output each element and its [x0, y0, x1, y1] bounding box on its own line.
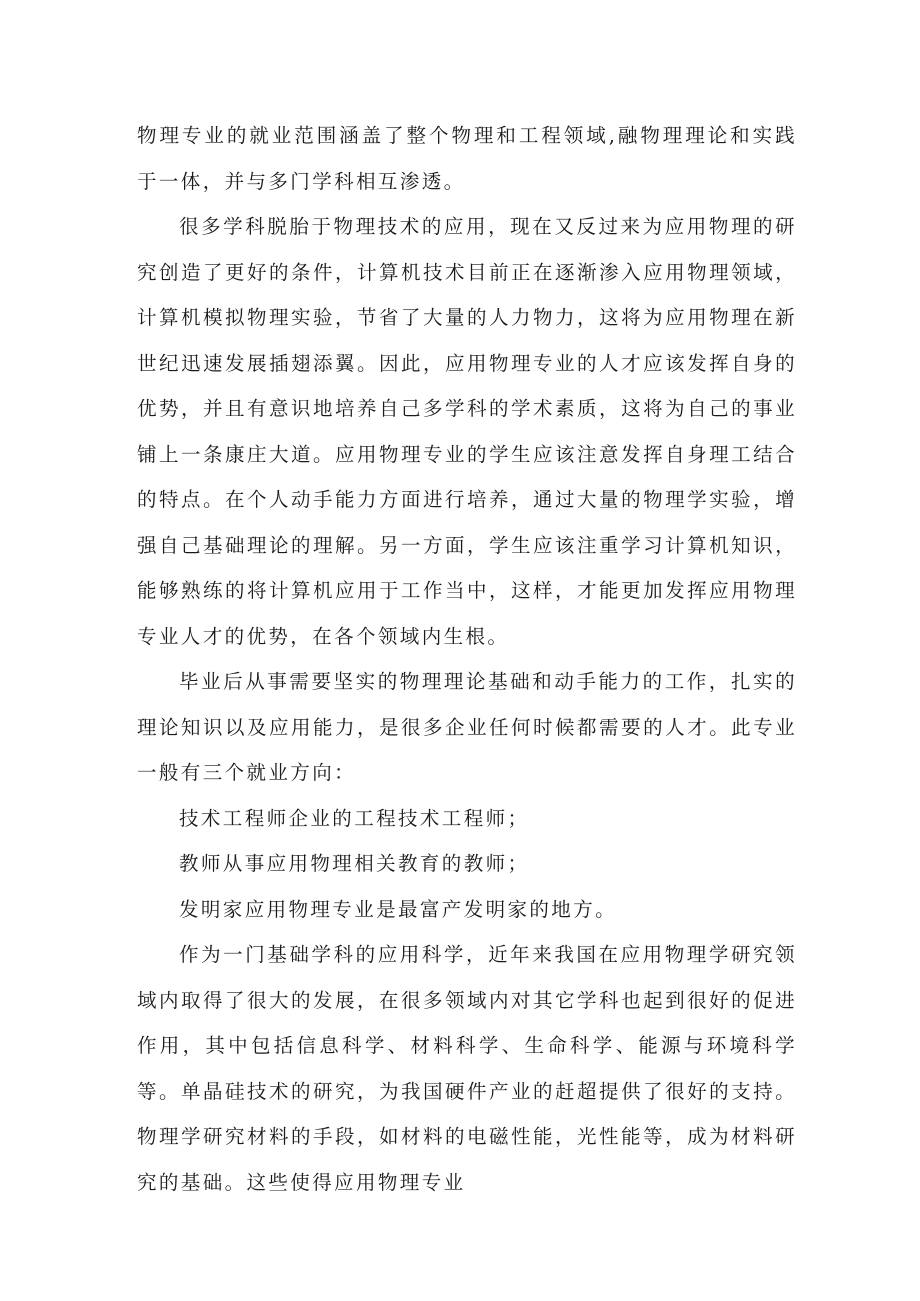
- paragraph-4: 技术工程师企业的工程技术工程师；: [179, 806, 530, 830]
- paragraph-3: 毕业后从事需要坚实的物理理论基础和动手能力的工作，扎实的理论知识以及应用能力，是很多企业任何时候都需要的人才。此专业一般有三个就业方向：: [137, 670, 797, 784]
- paragraph-1: 物理专业的就业范围涵盖了整个物理和工程领域,融物理理论和实践于一体，并与多门学科相互渗透。: [137, 124, 797, 193]
- document-body: [137, 113, 797, 1205]
- paragraph-2: 很多学科脱胎于物理技术的应用，现在又反过来为应用物理的研究创造了更好的条件，计算机技术目前正在逐渐渗入应用物理领域，计算机模拟物理实验，节省了大量的人力物力，这将为应用物理在新世纪迅速发展插翅添翼。因此，应用物理专业的人才应该发挥自身的优势，并且有意识地培养自己多学科的学术素质，这将为自己的事业铺上一条康庄大道。应用物理专业的学生应该注意发挥自身理工结合的特点。在个人动手能力方面进行培养，通过大量的物理学实验，增强自己基础理论的理解。另一方面，学生应该注重学习计算机知识，能够熟练的将计算机应用于工作当中，这样，才能更加发挥应用物理专业人才的优势，在各个领域内生根。: [137, 215, 797, 648]
- paragraph-6: 发明家应用物理专业是最富产发明家的地方。: [179, 897, 618, 921]
- paragraph-5: 教师从事应用物理相关教育的教师；: [179, 852, 530, 875]
- paragraph-7: 作为一门基础学科的应用科学，近年来我国在应用物理学研究领域内取得了很大的发展，在很多领域内对其它学科也起到很好的促进作用，其中包括信息科学、材料科学、生命科学、能源与环境科学等。单晶硅技术的研究，为我国硬件产业的赶超提供了很好的支持。物理学研究材料的手段，如材料的电磁性能，光性能等，成为材料研究的基础。这些使得应用物理专业: [137, 943, 797, 1194]
